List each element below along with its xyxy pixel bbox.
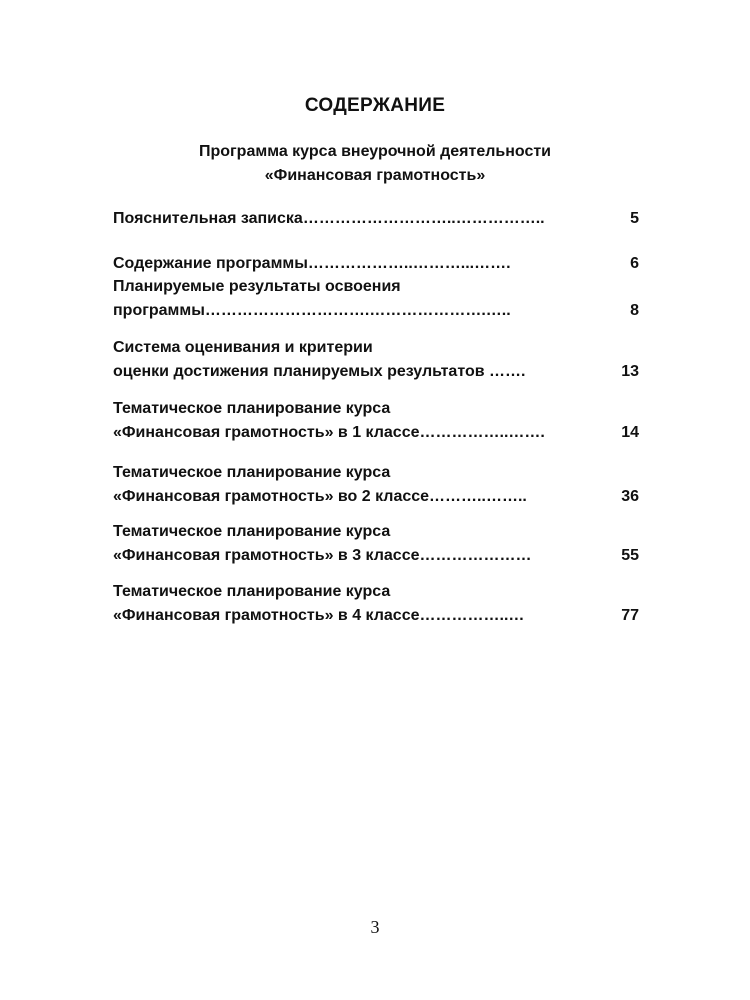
toc-page-number: 14 bbox=[621, 424, 639, 441]
toc-entry-title-line-1: Тематическое планирование курса bbox=[113, 400, 391, 417]
toc-entry-title-line-2: «Финансовая грамотность» в 3 классе………………… bbox=[113, 547, 532, 564]
toc-entry-title-line-1: Тематическое планирование курса bbox=[113, 464, 391, 481]
toc-entry-title: Пояснительная записка………………………..…………….. bbox=[113, 210, 545, 227]
toc-entry-plan-grade-1[interactable] bbox=[113, 397, 643, 445]
toc-page-number: 77 bbox=[621, 607, 639, 624]
toc-page-number: 5 bbox=[630, 210, 639, 227]
toc-entry-title-line-2: «Финансовая грамотность» в 4 классе……………..… bbox=[113, 607, 525, 624]
subtitle-line-2: «Финансовая грамотность» bbox=[264, 167, 486, 184]
toc-entry-program-content[interactable] bbox=[113, 252, 643, 276]
toc-entry-title: Содержание программы………………..………...……. bbox=[113, 255, 511, 272]
toc-entry-title-line-2: оценки достижения планируемых результатов ……. bbox=[113, 363, 526, 380]
toc-entry-title-line-2: «Финансовая грамотность» в 1 классе……………..……. bbox=[113, 424, 545, 441]
toc-entry-title-line-1: Тематическое планирование курса bbox=[113, 583, 391, 600]
toc-page-number: 55 bbox=[621, 547, 639, 564]
subtitle-line-1: Программа курса внеурочной деятельности bbox=[198, 143, 552, 160]
toc-entry-plan-grade-2[interactable] bbox=[113, 461, 643, 509]
program-subtitle bbox=[0, 140, 750, 188]
page-number: 3 bbox=[370, 917, 380, 937]
toc-entry-plan-grade-3[interactable] bbox=[113, 520, 643, 568]
toc-page-number: 6 bbox=[630, 255, 639, 272]
toc-entry-title-line-2: программы………………………….………………….….. bbox=[113, 302, 511, 319]
toc-page-number: 13 bbox=[621, 363, 639, 380]
toc-entry-title-line-1: Планируемые результаты освоения bbox=[113, 278, 401, 295]
toc-entry-title-line-1: Система оценивания и критерии bbox=[113, 339, 373, 356]
toc-page-number: 36 bbox=[621, 488, 639, 505]
toc-page-number: 8 bbox=[630, 302, 639, 319]
page-title: СОДЕРЖАНИЕ bbox=[304, 95, 446, 116]
toc-entry-explanatory-note[interactable] bbox=[113, 207, 643, 231]
toc-entry-planned-results[interactable] bbox=[113, 275, 643, 323]
toc-entry-plan-grade-4[interactable] bbox=[113, 580, 643, 628]
toc-entry-title-line-2: «Финансовая грамотность» во 2 классе………..…….. bbox=[113, 488, 527, 505]
toc-entry-title-line-1: Тематическое планирование курса bbox=[113, 523, 391, 540]
toc-entry-assessment-system[interactable] bbox=[113, 336, 643, 384]
